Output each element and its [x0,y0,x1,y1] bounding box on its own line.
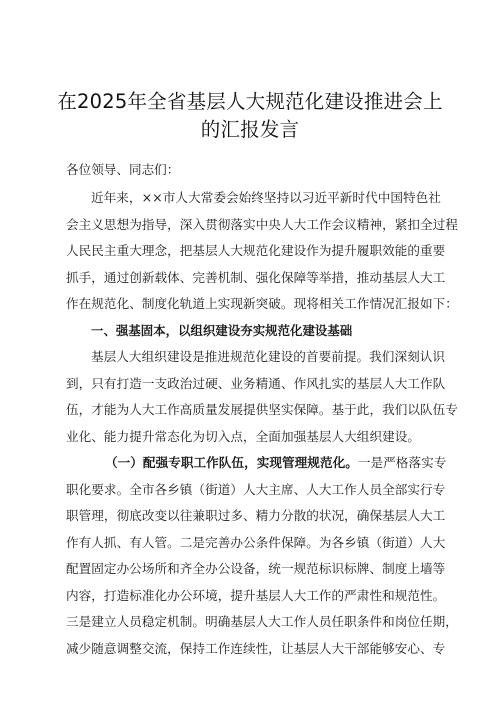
subsection-text: 一是严格落实专 [357,455,447,470]
document-title-line-1: 在2025年全省基层人大规范化建设推进会上 [57,90,443,113]
paragraph-line: 人民民主重大理念，把基层人大规范化建设作为提升履职效能的重要 [66,243,446,258]
paragraph-line: 到，只有打造一支政治过硬、业务精通、作风扎实的基层人大工作队 [66,375,446,391]
paragraph-line: 近年来，××市人大常委会始终坚持以习近平新时代中国特色社 [91,190,441,205]
paragraph-line: 业化、能力提升常态化为切入点，全面加强基层人大组织建设。 [66,428,421,444]
section-heading: 一、强基固本，以组织建设夯实规范化建设基础 [91,322,353,338]
paragraph-line: 作在规范化、制度化轨道上实现新突破。现将相关工作情况汇报如下： [66,296,458,311]
paragraph-line: 抓手，通过创新载体、完善机制、强化保障等举措，推动基层人大工 [66,269,446,285]
document-body [66,185,458,662]
paragraph-line: 伍，才能为人大工作高质量发展提供坚实保障。基于此，我们以队伍专 [66,402,458,417]
paragraph-line: 减少随意调整交流，保持工作连续性，让基层人大干部能够安心、专 [66,640,446,656]
paragraph-line: 三是建立人员稳定机制。明确基层人大工作人员任职条件和岗位任期， [66,614,458,629]
subsection-heading: （一）配强专职工作队伍，实现管理规范化。 [105,455,358,470]
paragraph-line: 配置固定办公场所和齐全办公设备，统一规范标识标牌、制度上墙等 [66,561,446,576]
paragraph-line: 内容，打造标准化办公环境，提升基层人大工作的严肃性和规范性。 [66,587,446,603]
subsection-line [66,450,447,477]
paragraph-line: 作有人抓、有人管。二是完善办公条件保障。为各乡镇（街道）人大 [66,534,446,550]
document-title-line-2: 的汇报发言 [200,118,300,141]
greeting: 各位领导、同志们： [66,162,180,177]
paragraph-line: 职化要求。全市各乡镇（街道）人大主席、人大工作人员全部实行专 [66,481,446,497]
paragraph-line: 基层人大组织建设是推进规范化建设的首要前提。我们深刻认识 [91,349,446,364]
paragraph-line: 职管理，彻底改变以往兼职过多、精力分散的状况，确保基层人大工 [66,508,446,523]
paragraph-line: 会主义思想为指导，深入贯彻落实中央人大工作会议精神，紧扣全过程 [66,216,458,232]
